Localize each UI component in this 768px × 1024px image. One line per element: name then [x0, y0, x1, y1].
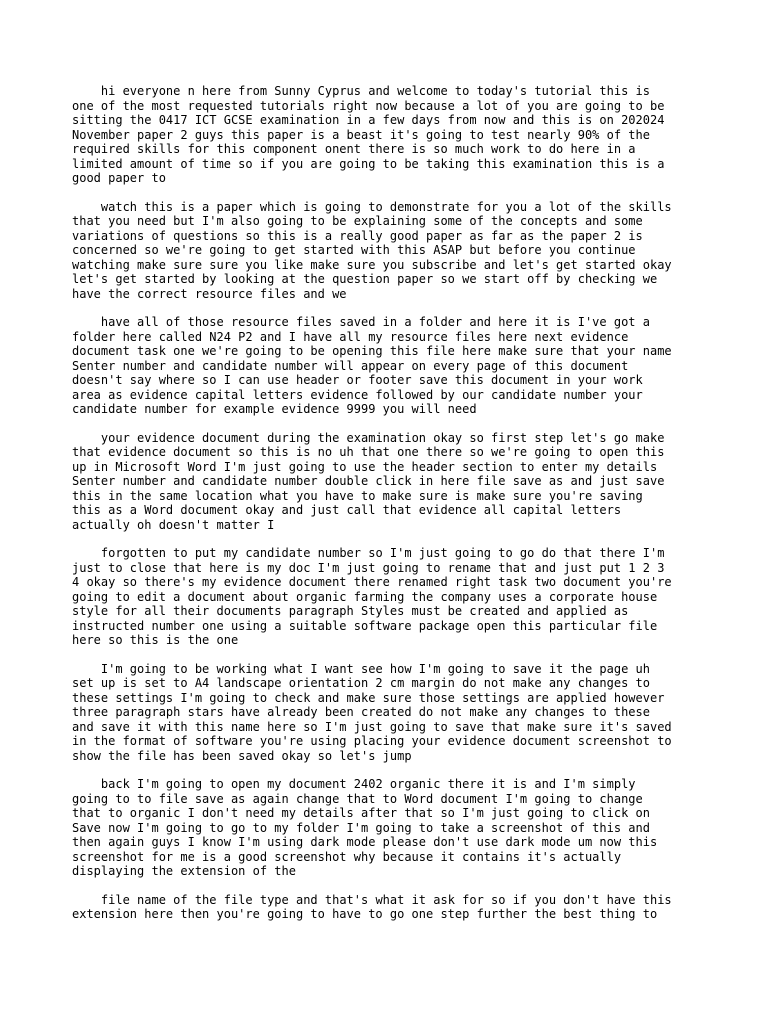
paragraph-8: file name of the file type and that's what it ask for so if you don't have this extension here then you're going to have to go one step further the best thing to	[72, 892, 672, 921]
paragraph-3: have all of those resource files saved in a folder and here it is I've got a folder here called N24 P2 and I have all my resource files here next evidence document task one we're going to be opening this file here make sure that your name Senter number and candidate number will appear on every page of this document doesn't say where so I can use header or footer save this document in your work area as evidence capital letters evidence followed by our candidate number your candidate number for example evidence 9999 you will need	[72, 315, 672, 416]
paragraph-2: watch this is a paper which is going to demonstrate for you a lot of the skills that you need but I'm also going to be explaining some of the concepts and some variations of questions so this is a really good paper as far as the paper 2 is concerned so we're going to get started with this ASAP but before you continue watching make sure sure you like make sure you subscribe and let's get started okay let's get started by looking at the question paper so we start off by checking we have the correct resource files and we	[72, 199, 672, 301]
paragraph-1: hi everyone n here from Sunny Cyprus and welcome to today's tutorial this is one of the most requested tutorials right now because a lot of you are going to be sitting the 0417 ICT GCSE examination in a few days from now and this is on 202024 November paper 2 guys this paper is a beast it's going to test nearly 90% of the required skills for this component onent there is so much work to do here in a limited amount of time so if you are going to be taking this examination this is a good paper to	[72, 84, 665, 185]
document-page	[72, 84, 712, 936]
paragraph-5: forgotten to put my candidate number so I'm just going to go do that there I'm just to close that here is my doc I'm just going to rename that and just put 1 2 3 4 okay so there's my evidence document there renamed right task two document you're going to edit a document about organic farming the company uses a corporate house style for all their documents paragraph Styles must be created and applied as instructed number one using a suitable software package open this particular file here so this is the one	[72, 546, 672, 647]
paragraph-6: I'm going to be working what I want see how I'm going to save it the page uh set up is set to A4 landscape orientation 2 cm margin do not make any changes to these settings I'm going to check and make sure those settings are applied however three paragraph stars have already been created do not make any changes to these and save it with this name here so I'm just going to save that make sure it's saved in the format of software you're using placing your evidence document screenshot to show the file has been saved okay so let's jump	[72, 661, 672, 763]
paragraph-7: back I'm going to open my document 2402 organic there it is and I'm simply going to to file save as again change that to Word document I'm going to change that to organic I don't need my details after that so I'm just going to click on Save now I'm going to go to my folder I'm going to take a screenshot of this and then again guys I know I'm using dark mode please don't use dark mode um now this screenshot for me is a good screenshot why because it contains it's actually displaying the extension of the	[72, 777, 658, 878]
paragraph-4: your evidence document during the examination okay so first step let's go make that evidence document so this is no uh that one there so we're going to open this up in Microsoft Word I'm just going to use the header section to enter my details Senter number and candidate number double click in here file save as and just save this in the same location what you have to make sure is make sure you're saving this as a Word document okay and just call that evidence all capital letters actually oh doesn't matter I	[72, 430, 665, 532]
